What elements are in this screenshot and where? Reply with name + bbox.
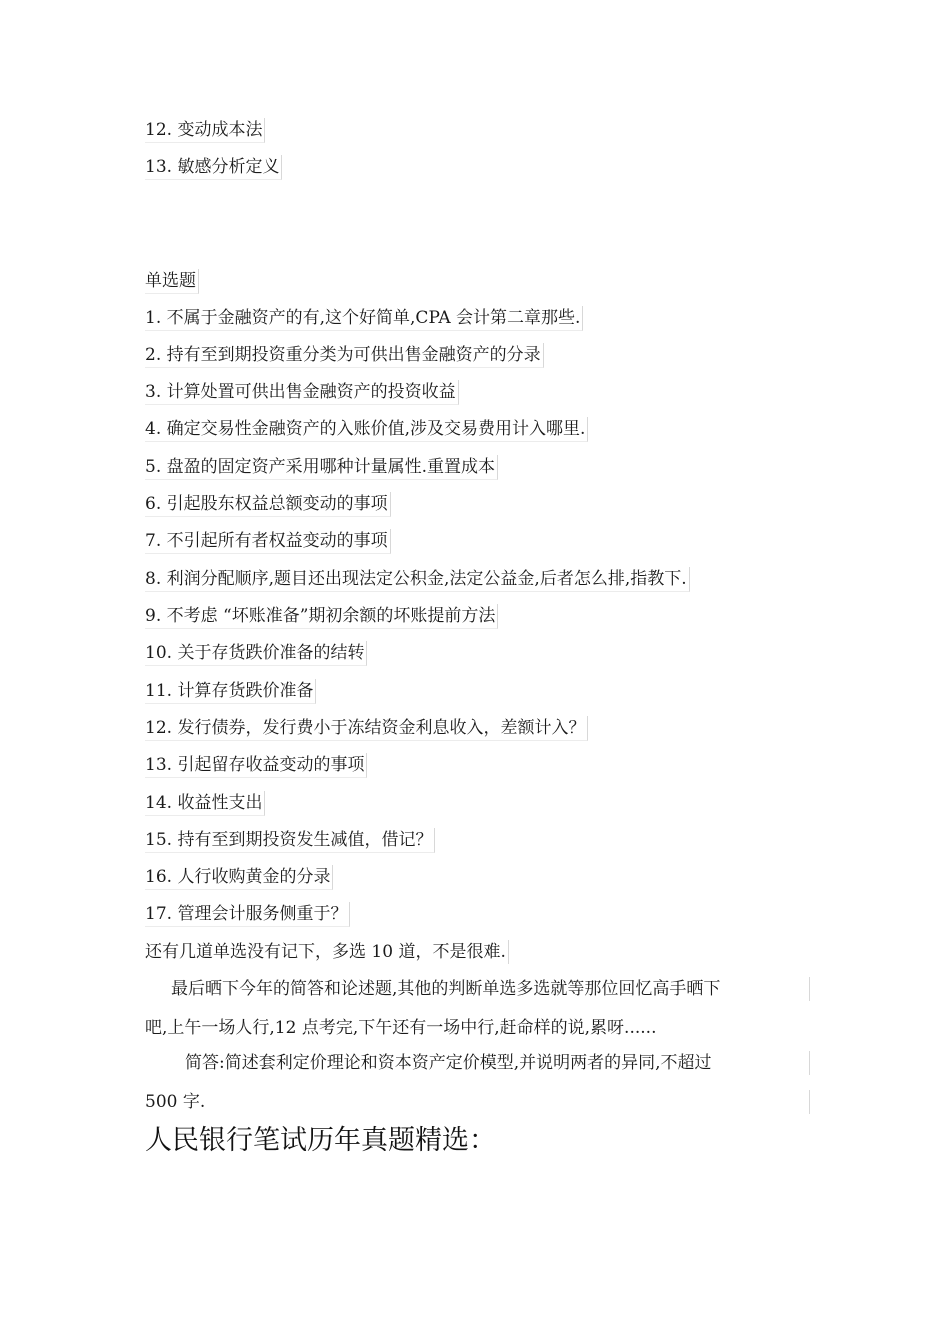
question-item: 6. 引起股东权益总额变动的事项 xyxy=(145,492,391,517)
question-item: 14. 收益性支出 xyxy=(145,791,265,816)
question-item: 9. 不考虑 “坏账准备”期初余额的坏账提前方法 xyxy=(145,604,498,629)
big-heading: 人民银行笔试历年真题精选： xyxy=(145,1125,496,1156)
paragraph-line: 简答:简述套利定价理论和资本资产定价模型,并说明两者的异同,不超过 xyxy=(145,1051,810,1075)
question-item: 10. 关于存货跌价准备的结转 xyxy=(145,641,367,666)
question-item: 8. 利润分配顺序,题目还出现法定公积金,法定公益金,后者怎么排,指教下. xyxy=(145,567,690,592)
question-item: 13. 引起留存收益变动的事项 xyxy=(145,753,367,778)
question-item: 17. 管理会计服务侧重于？ xyxy=(145,902,350,927)
question-item: 15. 持有至到期投资发生减值，借记？ xyxy=(145,828,435,853)
question-item: 1. 不属于金融资产的有,这个好简单,CPA 会计第二章那些. xyxy=(145,306,583,331)
top-item: 12. 变动成本法 xyxy=(145,118,265,143)
question-item: 16. 人行收购黄金的分录 xyxy=(145,865,333,890)
question-item: 7. 不引起所有者权益变动的事项 xyxy=(145,529,391,554)
note-text: 还有几道单选没有记下，多选 10 道，不是很难. xyxy=(145,940,509,964)
question-item: 3. 计算处置可供出售金融资产的投资收益 xyxy=(145,380,459,405)
paragraph-line: 吧,上午一场人行,12 点考完,下午还有一场中行,赶命样的说,累呀...... xyxy=(145,1018,657,1038)
paragraph-line: 500 字. xyxy=(145,1090,810,1114)
section-title: 单选题 xyxy=(145,269,199,294)
top-item: 13. 敏感分析定义 xyxy=(145,155,282,180)
paragraph-line: 最后晒下今年的简答和论述题,其他的判断单选多选就等那位回忆高手晒下 xyxy=(145,977,810,1001)
question-item: 11. 计算存货跌价准备 xyxy=(145,679,316,704)
question-item: 12. 发行债券，发行费小于冻结资金利息收入，差额计入？ xyxy=(145,716,588,741)
question-item: 4. 确定交易性金融资产的入账价值,涉及交易费用计入哪里. xyxy=(145,417,588,442)
question-item: 5. 盘盈的固定资产采用哪种计量属性.重置成本 xyxy=(145,455,498,480)
question-item: 2. 持有至到期投资重分类为可供出售金融资产的分录 xyxy=(145,343,544,368)
